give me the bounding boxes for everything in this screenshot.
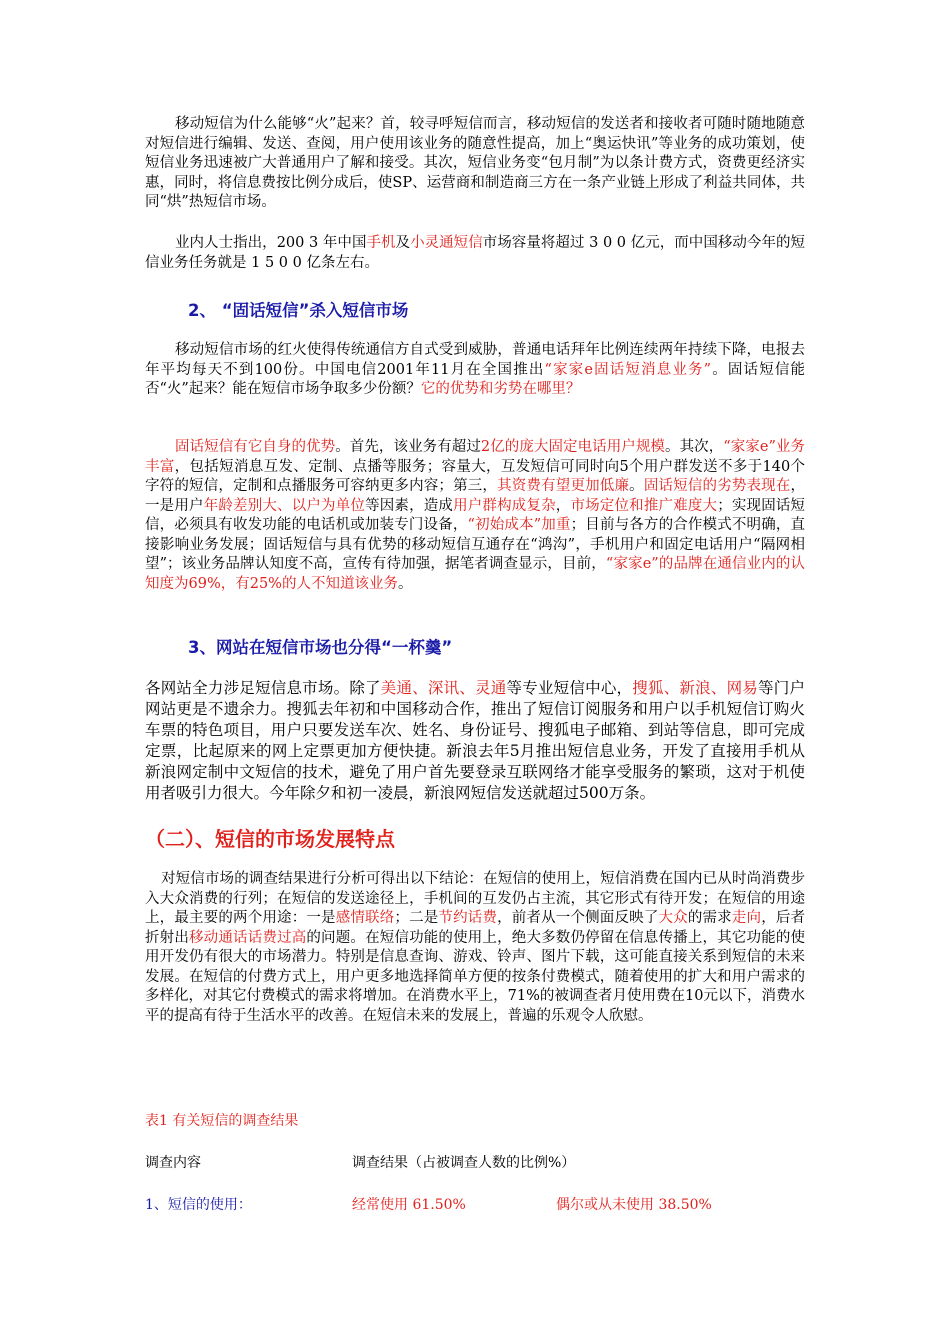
heading-fixed-line-sms: 2、 “固话短信”杀入短信市场 bbox=[188, 301, 409, 320]
paragraph-fixed-line-intro: 移动短信市场的红火使得传统通信方自式受到威胁，普通电话拜年比例连续两年持续下降，电报去年平均每天不到100份。中国电信2001年11月在全国推出“家家e固话短消息业务”。固话短信能否“火”起来？能在短信市场争取多少份额？它的优势和劣势在哪里？ bbox=[145, 342, 806, 397]
table-row-value-frequent: 经常使用 61.50% bbox=[352, 1197, 466, 1213]
paragraph-fixed-line-analysis: 固话短信有它自身的优势。首先，该业务有超过2亿的庞大固定电话用户规模。其次，“家家e”业务丰富，包括短消息互发、定制、点播等服务；容量大，互发短信可同时向5个用户群发送不多于140个字符的短信，定制和点播服务可容纳更多内容；第三，其资费有望更加低廉。固话短信的劣势表现在，一是用户年龄差别大、以户为单位等因素，造成用户群构成复杂，市场定位和推广难度大；实现固话短信，必须具有收发功能的电话机或加装专门设备，“初始成本”加重；目前与各方的合作模式不明确，直接影响业务发展；固话短信与具有优势的移动短信互通存在“鸿沟”，手机用户和固定电话用户“隔网相望”；该业务品牌认知度不高，宣传有待加强，据笔者调查显示，目前，“家家e”的品牌在通信业内的认知度为69%，有25%的人不知道该业务。 bbox=[145, 439, 806, 592]
table-caption: 表1 有关短信的调查结果 bbox=[145, 1113, 299, 1129]
paragraph-sms-popularity: 移动短信为什么能够“火”起来？首，较寻呼短信而言，移动短信的发送者和接收者可随时随地随意对短信进行编辑、发送、查阅，用户使用该业务的随意性提高，加上“奥运快讯”等业务的成功策划，使短信业务迅速被广大普通用户了解和接受。其次，短信业务变“包月制”为以条计费方式，资费更经济实惠，同时，将信息费按比例分成后，使SP、运营商和制造商三方在一条产业链上形成了利益共同体，共同“烘”热短信市场。 bbox=[145, 116, 805, 210]
paragraph-survey-conclusions: 对短信市场的调查结果进行分析可得出以下结论：在短信的使用上，短信消费在国内已从时尚消费步入大众消费的行列；在短信的发送途径上，手机间的互发仍占主流，其它形式有待开发；在短信的用途上，最主要的两个用途：一是感情联络；二是节约话费，前者从一个侧面反映了大众的需求走向，后者折射出移动通话话费过高的问题。在短信功能的使用上，绝大多数仍停留在信息传播上，其它功能的使用开发仍有很大的市场潜力。特别是信息查询、游戏、铃声、图片下载，这可能直接关系到短信的未来发展。在短信的付费方式上，用户更多地选择简单方便的按条付费模式，随着使用的扩大和用户需求的多样化，对其它付费模式的需求将增加。在消费水平上，71%的被调查者月使用费在10元以下，消费水平的提高有待于生活水平的改善。在短信未来的发展上，普遍的乐观令人欣慰。 bbox=[145, 871, 806, 1024]
paragraph-market-capacity: 业内人士指出，200 3 年中国手机及小灵通短信市场容量将超过 3 0 0 亿元，而中国移动今年的短信业务任务就是 1 5 0 0 亿条左右。 bbox=[145, 235, 806, 271]
table-header-content: 调查内容 bbox=[145, 1155, 201, 1171]
section-heading-market-features: （二）、短信的市场发展特点 bbox=[145, 827, 395, 851]
table-header-result: 调查结果（占被调查人数的比例%） bbox=[352, 1155, 576, 1171]
table-row-value-rare: 偶尔或从未使用 38.50% bbox=[556, 1197, 712, 1213]
paragraph-websites: 各网站全力涉足短信息市场。除了美通、深讯、灵通等专业短信中心，搜狐、新浪、网易等门户网站更是不遗余力。搜狐去年初和中国移动合作，推出了短信订阅服务和用户以手机短信订购火车票的特色项目，用户只要发送车次、姓名、身份证号、搜狐电子邮箱、到站等信息，即可完成定票，比起原来的网上定票更加方便快捷。新浪去年5月推出短信息业务，开发了直接用手机从新浪网定制中文短信的技术，避免了用户首先要登录互联网络才能享受服务的繁琐，这对于机使用者吸引力很大。今年除夕和初一凌晨，新浪网短信发送就超过500万条。 bbox=[145, 679, 805, 802]
table-row-label: 1、短信的使用： bbox=[145, 1197, 252, 1213]
heading-website-sms: 3、网站在短信市场也分得“一杯羹” bbox=[188, 638, 453, 657]
